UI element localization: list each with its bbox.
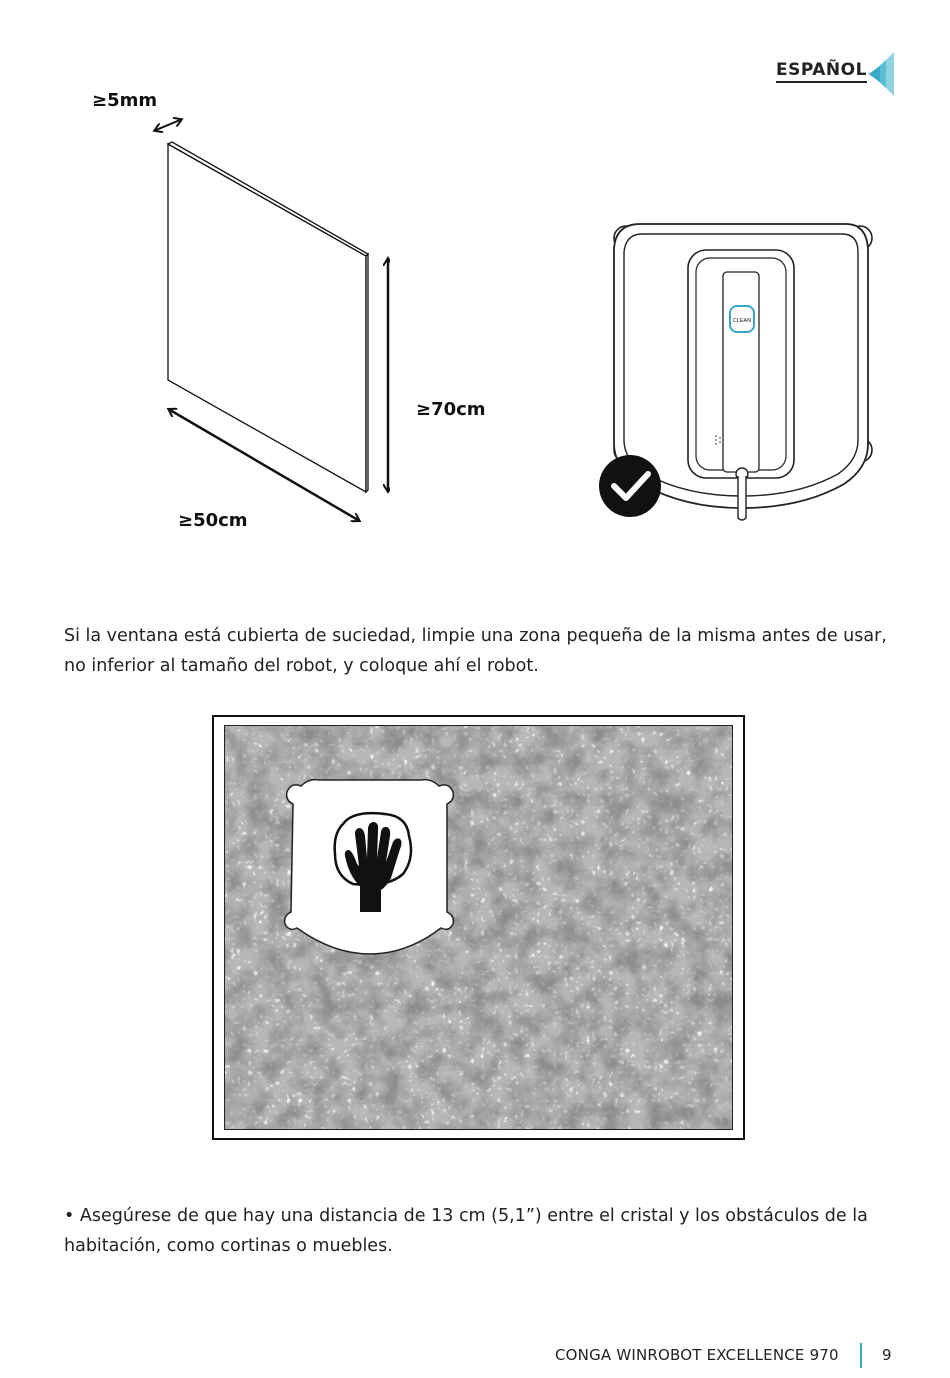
clean-button-label: CLEAN xyxy=(732,318,752,324)
distance-note-paragraph: • Asegúrese de que hay una distancia de 13 cm (5,1”) entre el cristal y los obstáculos de la habitación, como cortinas o muebles. xyxy=(64,1206,868,1256)
language-label: ESPAÑOL xyxy=(776,60,867,83)
dirty-glass-texture xyxy=(225,726,733,1130)
glass-panel xyxy=(168,142,368,492)
thickness-arrow xyxy=(156,120,180,130)
check-icon xyxy=(599,455,661,517)
height-label: ≥70cm xyxy=(416,399,486,420)
footer-product-name: CONGA WINROBOT EXCELLENCE 970 xyxy=(555,1346,839,1364)
dirty-window-figure xyxy=(212,715,745,1140)
thickness-label: ≥5mm xyxy=(92,90,158,111)
page-number: 9 xyxy=(882,1346,892,1364)
footer-separator xyxy=(860,1343,862,1368)
arrow-left-icon xyxy=(862,50,898,98)
robot-diagram xyxy=(592,218,882,528)
width-label: ≥50cm xyxy=(178,510,248,531)
glass-panel-diagram xyxy=(150,110,390,530)
dirty-window-paragraph: Si la ventana está cubierta de suciedad, limpie una zona pequeña de la misma antes de usar, no inferior al tamaño del robot, y coloque ahí el robot. xyxy=(64,626,887,676)
